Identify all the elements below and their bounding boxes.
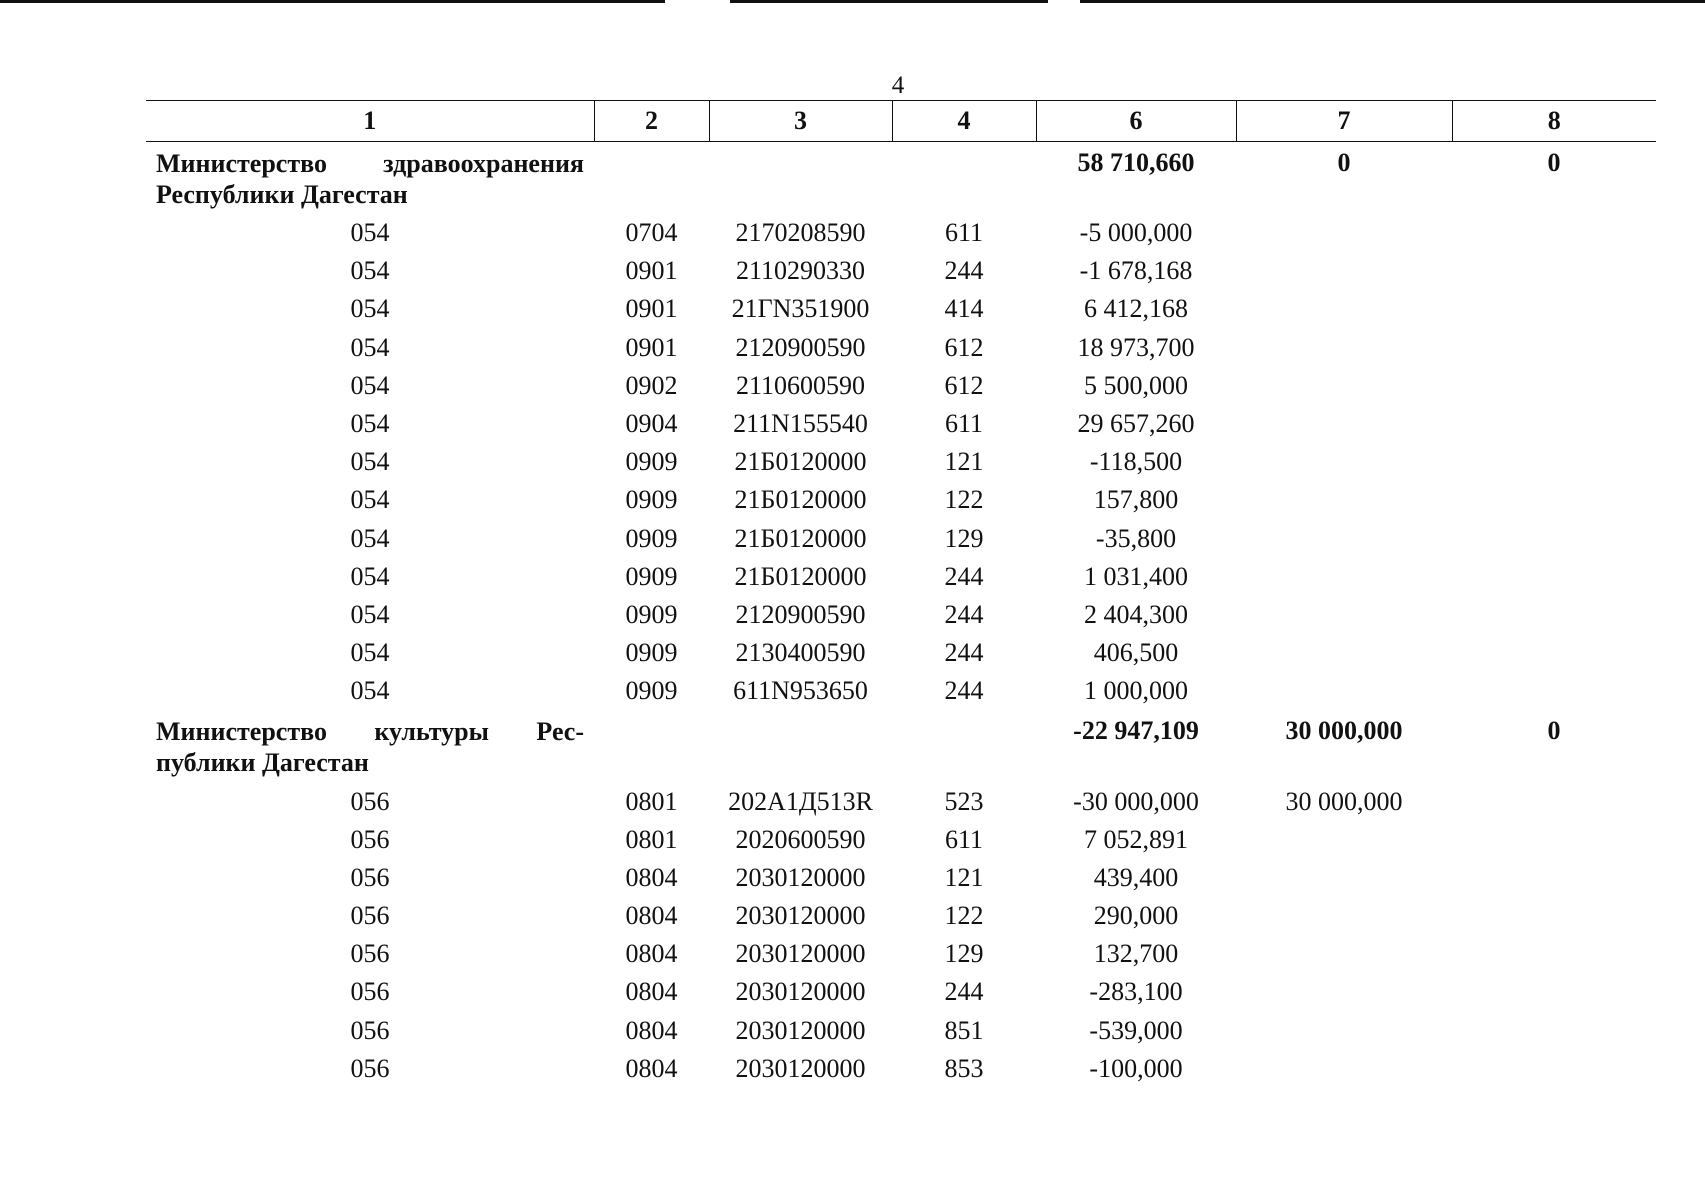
cell-expense-type: 414 bbox=[944, 294, 984, 324]
table-row bbox=[146, 672, 1656, 710]
cell-target-code: 611N953650 bbox=[733, 676, 868, 706]
group-row bbox=[146, 710, 1656, 782]
cell-amount-col-7 bbox=[1236, 634, 1452, 672]
group-row bbox=[146, 142, 1656, 215]
cell-amount-col-6: 157,800 bbox=[1093, 485, 1179, 515]
cell-expense-type: 244 bbox=[944, 638, 984, 668]
cell-amount-col-6: 290,000 bbox=[1093, 901, 1179, 931]
cell-admin-code: 054 bbox=[350, 523, 390, 553]
cell-amount-col-7 bbox=[1236, 973, 1452, 1011]
cell-section-code: 0804 bbox=[625, 1015, 678, 1045]
cell-target-code: 21ГN351900 bbox=[731, 294, 870, 324]
cell-admin-code: 054 bbox=[350, 447, 390, 477]
cell-target-code: 202А1Д513R bbox=[728, 786, 873, 816]
cell-expense-type: 244 bbox=[944, 676, 984, 706]
cell-amount-col-8 bbox=[1452, 634, 1656, 672]
cell-amount-col-8 bbox=[1452, 672, 1656, 710]
cell-expense-type: 611 bbox=[944, 824, 984, 854]
cell-amount-col-8 bbox=[1452, 1050, 1656, 1088]
header-col-8: 8 bbox=[1452, 101, 1656, 142]
cell-expense-type: 244 bbox=[944, 561, 984, 591]
cell-amount-col-7 bbox=[1236, 1050, 1452, 1088]
cell-section-code: 0909 bbox=[625, 447, 678, 477]
cell-amount-col-7 bbox=[1236, 481, 1452, 519]
cell-section-code: 0909 bbox=[625, 638, 678, 668]
cell-expense-type: 129 bbox=[944, 523, 984, 553]
scan-edge-middle bbox=[730, 0, 1048, 3]
cell-admin-code: 054 bbox=[350, 370, 390, 400]
cell-amount-col-6: 6 412,168 bbox=[1084, 294, 1188, 324]
group-empty-cell bbox=[594, 710, 709, 782]
cell-amount-col-8 bbox=[1452, 1012, 1656, 1050]
group-empty-cell bbox=[892, 710, 1036, 782]
cell-amount-col-7 bbox=[1236, 329, 1452, 367]
table-row bbox=[146, 214, 1656, 252]
table-row bbox=[146, 558, 1656, 596]
cell-expense-type: 244 bbox=[944, 599, 984, 629]
cell-admin-code: 056 bbox=[350, 901, 390, 931]
cell-amount-col-6: 439,400 bbox=[1093, 862, 1179, 892]
cell-amount-col-8 bbox=[1452, 290, 1656, 328]
cell-amount-col-8 bbox=[1452, 405, 1656, 443]
cell-section-code: 0901 bbox=[625, 256, 678, 286]
cell-amount-col-6: 1 031,400 bbox=[1084, 561, 1188, 591]
cell-admin-code: 054 bbox=[350, 638, 390, 668]
cell-target-code: 2030120000 bbox=[735, 862, 866, 892]
cell-amount-col-6: -1 678,168 bbox=[1079, 256, 1193, 286]
cell-admin-code: 056 bbox=[350, 1053, 390, 1083]
table-row bbox=[146, 290, 1656, 328]
cell-amount-col-7 bbox=[1236, 520, 1452, 558]
header-row bbox=[146, 101, 1656, 142]
cell-amount-col-7 bbox=[1236, 897, 1452, 935]
table-row bbox=[146, 1050, 1656, 1088]
cell-section-code: 0804 bbox=[625, 1053, 678, 1083]
group-total-col-8: 0 bbox=[1547, 716, 1561, 746]
cell-target-code: 21Б0120000 bbox=[734, 447, 867, 477]
table-row bbox=[146, 821, 1656, 859]
table-row bbox=[146, 329, 1656, 367]
cell-section-code: 0909 bbox=[625, 599, 678, 629]
cell-admin-code: 054 bbox=[350, 676, 390, 706]
cell-amount-col-7 bbox=[1236, 1012, 1452, 1050]
cell-amount-col-6: -539,000 bbox=[1089, 1015, 1183, 1045]
group-total-col-8: 0 bbox=[1547, 148, 1561, 177]
cell-section-code: 0801 bbox=[625, 824, 678, 854]
cell-expense-type: 121 bbox=[944, 447, 984, 477]
group-empty-cell bbox=[594, 142, 709, 215]
cell-amount-col-8 bbox=[1452, 782, 1656, 820]
cell-target-code: 2110290330 bbox=[735, 256, 866, 286]
table-row bbox=[146, 520, 1656, 558]
cell-section-code: 0801 bbox=[625, 786, 678, 816]
group-total-col-7: 30 000,000 bbox=[1285, 716, 1403, 746]
cell-amount-col-8 bbox=[1452, 821, 1656, 859]
cell-amount-col-6: -118,500 bbox=[1089, 447, 1183, 477]
cell-target-code: 2030120000 bbox=[735, 939, 866, 969]
cell-expense-type: 612 bbox=[944, 332, 984, 362]
table-row bbox=[146, 443, 1656, 481]
table-row bbox=[146, 634, 1656, 672]
cell-amount-col-8 bbox=[1452, 596, 1656, 634]
cell-amount-col-6: 7 052,891 bbox=[1084, 824, 1188, 854]
cell-admin-code: 056 bbox=[350, 824, 390, 854]
cell-amount-col-6: 18 973,700 bbox=[1077, 332, 1195, 362]
cell-target-code: 2120900590 bbox=[735, 599, 866, 629]
cell-amount-col-6: 29 657,260 bbox=[1077, 409, 1195, 439]
cell-amount-col-8 bbox=[1452, 935, 1656, 973]
cell-amount-col-8 bbox=[1452, 520, 1656, 558]
cell-target-code: 21Б0120000 bbox=[734, 485, 867, 515]
cell-expense-type: 851 bbox=[944, 1015, 984, 1045]
header-col-7: 7 bbox=[1236, 101, 1452, 142]
group-empty-cell bbox=[709, 710, 892, 782]
cell-target-code: 2030120000 bbox=[735, 977, 866, 1007]
table-row bbox=[146, 859, 1656, 897]
cell-amount-col-7 bbox=[1236, 214, 1452, 252]
group-total-col-6: 58 710,660 bbox=[1077, 148, 1195, 177]
group-empty-cell bbox=[892, 142, 1036, 215]
cell-section-code: 0909 bbox=[625, 485, 678, 515]
cell-admin-code: 054 bbox=[350, 599, 390, 629]
cell-expense-type: 853 bbox=[944, 1053, 984, 1083]
cell-amount-col-7 bbox=[1236, 405, 1452, 443]
page-number: 4 bbox=[891, 72, 905, 99]
cell-amount-col-7 bbox=[1236, 935, 1452, 973]
cell-admin-code: 056 bbox=[350, 1015, 390, 1045]
cell-amount-col-6: -30 000,000 bbox=[1073, 786, 1199, 816]
table-row bbox=[146, 935, 1656, 973]
cell-target-code: 2130400590 bbox=[735, 638, 866, 668]
cell-amount-col-7 bbox=[1236, 290, 1452, 328]
cell-amount-col-7 bbox=[1236, 596, 1452, 634]
table-row bbox=[146, 481, 1656, 519]
group-total-col-6: -22 947,109 bbox=[1073, 716, 1199, 746]
group-name: Министерство здравоохранения Республики Дагестан bbox=[156, 149, 584, 209]
cell-amount-col-8 bbox=[1452, 367, 1656, 405]
cell-section-code: 0704 bbox=[625, 218, 678, 248]
cell-expense-type: 122 bbox=[944, 901, 984, 931]
cell-amount-col-8 bbox=[1452, 558, 1656, 596]
cell-amount-col-7 bbox=[1236, 821, 1452, 859]
cell-expense-type: 122 bbox=[944, 485, 984, 515]
budget-table bbox=[146, 100, 1656, 1088]
cell-section-code: 0804 bbox=[625, 901, 678, 931]
table-row bbox=[146, 897, 1656, 935]
cell-expense-type: 121 bbox=[944, 862, 984, 892]
header-col-4: 4 bbox=[892, 101, 1036, 142]
cell-section-code: 0909 bbox=[625, 561, 678, 591]
cell-target-code: 2020600590 bbox=[735, 824, 866, 854]
cell-amount-col-8 bbox=[1452, 329, 1656, 367]
cell-section-code: 0909 bbox=[625, 523, 678, 553]
cell-amount-col-6: 5 500,000 bbox=[1084, 370, 1188, 400]
cell-amount-col-7 bbox=[1236, 367, 1452, 405]
group-name: Министерство культуры Рес-публики Дагестан bbox=[156, 717, 584, 778]
cell-target-code: 2170208590 bbox=[735, 218, 866, 248]
cell-section-code: 0804 bbox=[625, 939, 678, 969]
cell-section-code: 0909 bbox=[625, 676, 678, 706]
cell-amount-col-7 bbox=[1236, 859, 1452, 897]
table-row bbox=[146, 1012, 1656, 1050]
cell-admin-code: 056 bbox=[350, 939, 390, 969]
cell-amount-col-8 bbox=[1452, 443, 1656, 481]
cell-target-code: 2030120000 bbox=[735, 1053, 866, 1083]
cell-admin-code: 054 bbox=[350, 218, 390, 248]
cell-expense-type: 611 bbox=[944, 218, 984, 248]
cell-target-code: 2120900590 bbox=[735, 332, 866, 362]
cell-amount-col-8 bbox=[1452, 481, 1656, 519]
cell-expense-type: 612 bbox=[944, 370, 984, 400]
cell-section-code: 0804 bbox=[625, 977, 678, 1007]
cell-section-code: 0904 bbox=[625, 409, 678, 439]
cell-amount-col-8 bbox=[1452, 897, 1656, 935]
table-row bbox=[146, 596, 1656, 634]
cell-amount-col-7 bbox=[1236, 443, 1452, 481]
cell-amount-col-8 bbox=[1452, 973, 1656, 1011]
cell-target-code: 2110600590 bbox=[735, 370, 866, 400]
cell-target-code: 2030120000 bbox=[735, 1015, 866, 1045]
cell-amount-col-6: 2 404,300 bbox=[1084, 599, 1188, 629]
cell-amount-col-6: 1 000,000 bbox=[1084, 676, 1188, 706]
cell-amount-col-8 bbox=[1452, 252, 1656, 290]
cell-expense-type: 523 bbox=[944, 786, 984, 816]
cell-section-code: 0902 bbox=[625, 370, 678, 400]
cell-section-code: 0804 bbox=[625, 862, 678, 892]
cell-amount-col-7 bbox=[1236, 672, 1452, 710]
group-total-col-7: 0 bbox=[1337, 148, 1351, 177]
cell-amount-col-6: -5 000,000 bbox=[1079, 218, 1193, 248]
cell-admin-code: 054 bbox=[350, 294, 390, 324]
cell-admin-code: 054 bbox=[350, 409, 390, 439]
cell-section-code: 0901 bbox=[625, 332, 678, 362]
table-row bbox=[146, 973, 1656, 1011]
cell-target-code: 21Б0120000 bbox=[734, 561, 867, 591]
header-col-3: 3 bbox=[709, 101, 892, 142]
table-row bbox=[146, 782, 1656, 820]
cell-amount-col-7 bbox=[1236, 252, 1452, 290]
cell-expense-type: 244 bbox=[944, 977, 984, 1007]
table-row bbox=[146, 252, 1656, 290]
cell-target-code: 21Б0120000 bbox=[734, 523, 867, 553]
cell-amount-col-7 bbox=[1236, 558, 1452, 596]
scan-edge-right bbox=[1080, 0, 1705, 3]
cell-expense-type: 129 bbox=[944, 939, 984, 969]
cell-amount-col-6: 132,700 bbox=[1093, 939, 1179, 969]
group-empty-cell bbox=[709, 142, 892, 215]
cell-section-code: 0901 bbox=[625, 294, 678, 324]
cell-amount-col-6: -35,800 bbox=[1095, 523, 1177, 553]
table-row bbox=[146, 405, 1656, 443]
cell-amount-col-6: -100,000 bbox=[1089, 1053, 1183, 1083]
cell-admin-code: 056 bbox=[350, 977, 390, 1007]
cell-admin-code: 054 bbox=[350, 332, 390, 362]
table-body bbox=[146, 142, 1656, 1088]
cell-admin-code: 054 bbox=[350, 561, 390, 591]
cell-admin-code: 056 bbox=[350, 862, 390, 892]
cell-amount-col-8 bbox=[1452, 214, 1656, 252]
cell-admin-code: 054 bbox=[350, 485, 390, 515]
cell-amount-col-7: 30 000,000 bbox=[1285, 786, 1403, 816]
header-col-1: 1 bbox=[146, 101, 594, 142]
table-row bbox=[146, 367, 1656, 405]
header-col-6: 6 bbox=[1036, 101, 1236, 142]
header-col-2: 2 bbox=[594, 101, 709, 142]
cell-amount-col-8 bbox=[1452, 859, 1656, 897]
cell-admin-code: 056 bbox=[350, 786, 390, 816]
cell-expense-type: 611 bbox=[944, 409, 984, 439]
cell-target-code: 211N155540 bbox=[733, 409, 868, 439]
cell-expense-type: 244 bbox=[944, 256, 984, 286]
cell-amount-col-6: 406,500 bbox=[1093, 638, 1179, 668]
cell-admin-code: 054 bbox=[350, 256, 390, 286]
cell-amount-col-6: -283,100 bbox=[1089, 977, 1183, 1007]
cell-target-code: 2030120000 bbox=[735, 901, 866, 931]
scan-edge-left bbox=[0, 0, 665, 3]
